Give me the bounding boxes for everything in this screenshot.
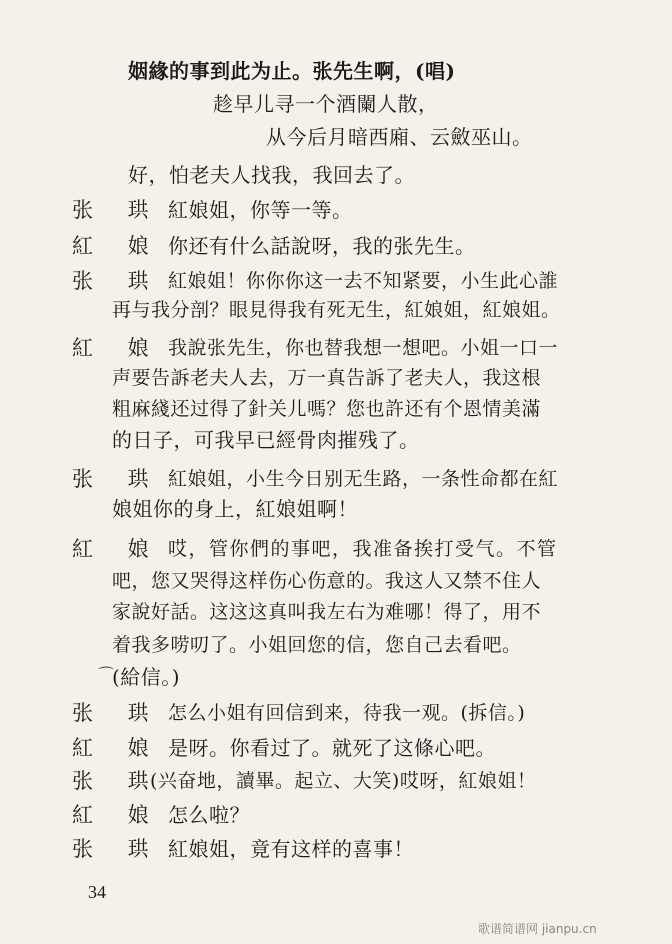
text-line: 我說张先生，你也替我想一想吧。小姐一口一: [168, 337, 559, 359]
speaker-label: 紅 娘: [72, 336, 163, 360]
text-line: 趁早儿寻一个酒闌人散，: [213, 92, 439, 116]
text-line: 紅娘姐！你你你这一去不知紧要，小生此心誰: [168, 270, 559, 292]
speaker-label: 紅 娘: [72, 803, 163, 827]
speaker-label: 紅 娘: [72, 736, 163, 760]
text-line: 吧，您又哭得这样伤心伤意的。我这人又禁不住人: [112, 570, 542, 592]
ink-mark: ⌒: [98, 665, 115, 684]
text-line: 哎，管你們的事吧，我准备挨打受气。不管: [168, 538, 558, 560]
text-line: 怎么啦？: [168, 803, 250, 827]
text-line: 声要告訴老夫人去，万一真告訴了老夫人，我这根: [112, 367, 542, 389]
speaker-label: 张 珙: [72, 198, 163, 222]
text-line: 你还有什么話說呀，我的张先生。: [168, 234, 476, 258]
text-line: 再与我分剖？眼見得我有死无生，紅娘姐，紅娘姐。: [112, 299, 561, 321]
text-line: 紅娘姐，竟有这样的喜事！: [168, 837, 414, 861]
text-line: 怎么小姐有回信到来，待我一观。(拆信。): [168, 702, 526, 724]
text-line: 好，怕老夫人找我，我回去了。: [128, 163, 415, 187]
speaker-label: 张 珙: [72, 701, 163, 725]
text-line: 是呀。你看过了。就死了这條心吧。: [168, 736, 496, 760]
speaker-label: 张 珙: [72, 269, 163, 293]
speaker-label: 紅 娘: [72, 234, 163, 258]
text-line: 着我多唠叨了。小姐回您的信，您自己去看吧。: [112, 634, 522, 656]
text-line: 的日子，可我早已經骨肉摧残了。: [112, 428, 420, 452]
speaker-label: 张 珙: [72, 769, 163, 793]
speaker-label: 紅 娘: [72, 537, 163, 561]
text-line: (兴奋地，讀畢。起立、大笑)哎呀，紅娘姐！: [150, 770, 537, 792]
text-line: 姻緣的事到此为止。张先生啊，(唱): [128, 59, 456, 83]
text-line: 紅娘姐，小生今日别无生路，一条性命都在紅: [168, 468, 559, 490]
text-line: 家說好話。这这这真叫我左右为难哪！得了，用不: [112, 601, 542, 623]
speaker-label: 张 珙: [72, 467, 163, 491]
speaker-label: 张 珙: [72, 837, 163, 861]
page-number: 34: [88, 882, 106, 902]
text-line: 粗麻綫还过得了針关儿嗎？您也許还有个恩情美滿: [112, 398, 542, 420]
text-line: 从今后月暗西廂、云斂巫山。: [266, 125, 533, 149]
text-line: 娘姐你的身上，紅娘姐啊！: [112, 497, 358, 521]
watermark: 歌谱简谱网 jianpu.cn: [478, 922, 597, 936]
text-line: 紅娘姐，你等一等。: [168, 198, 353, 222]
text-line: (給信。): [112, 665, 181, 689]
